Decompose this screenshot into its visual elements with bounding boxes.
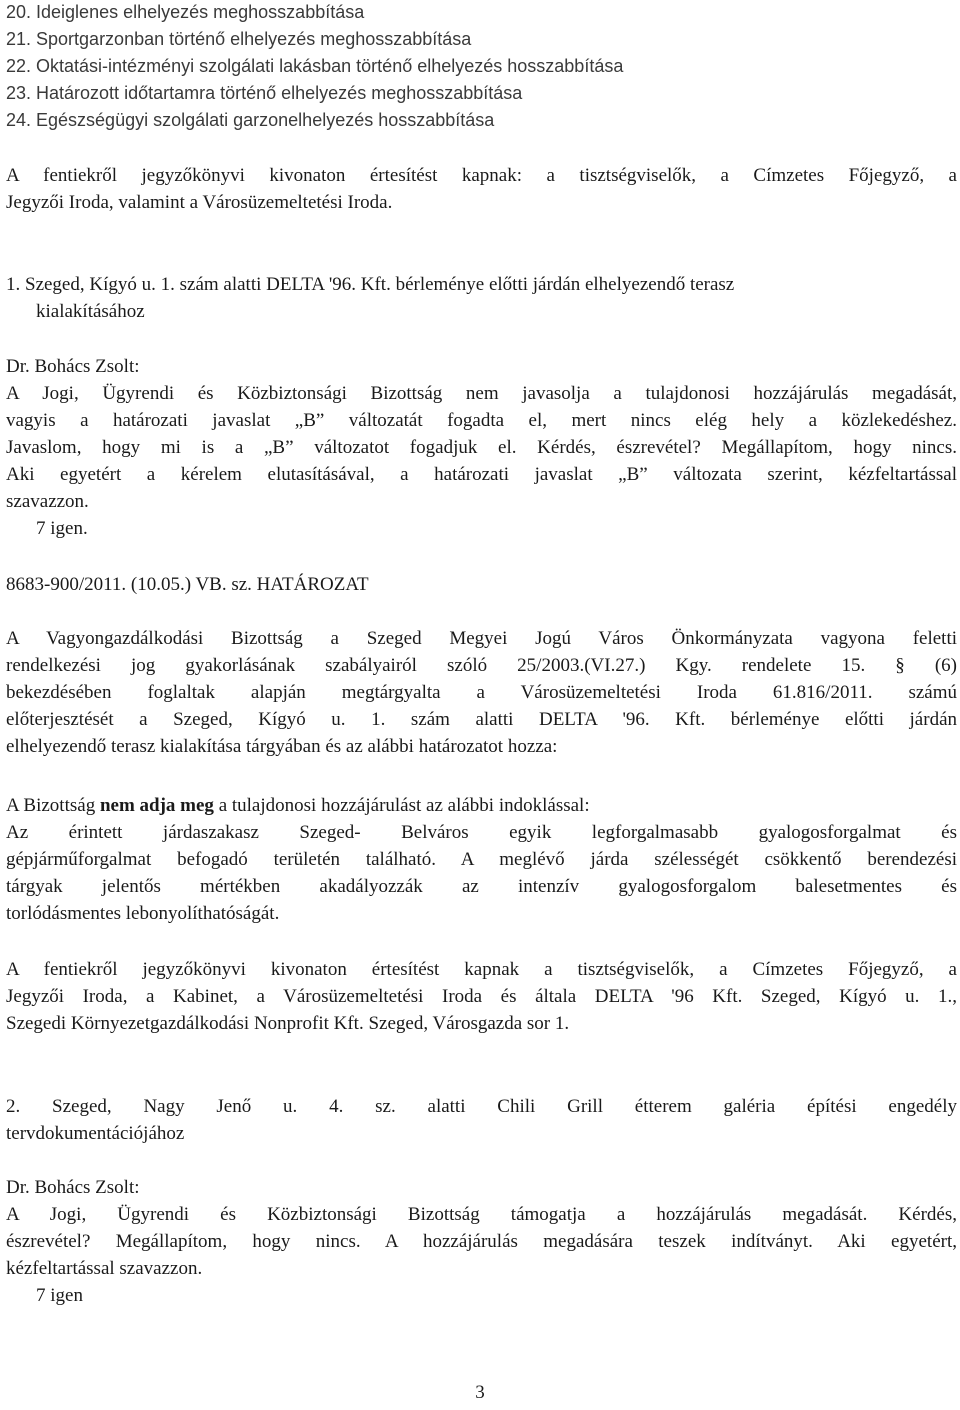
text-line: gépjárműforgalmat befogadó területén található. A meglévő járda szélességét csökkentő berendezési xyxy=(6,849,957,870)
text-line: észrevétel? Megállapítom, hogy nincs. A hozzájárulás megadására teszek indítványt. Aki egyetért, xyxy=(6,1231,957,1252)
text-line: A fentiekről jegyzőkönyvi kivonaton értesítést kapnak: a tisztségviselők, a Címzetes Főjegyző, a xyxy=(6,165,957,186)
list-item: 20. Ideiglenes elhelyezés meghosszabbítása xyxy=(6,2,365,22)
list-item: 24. Egészségügyi szolgálati garzonelhelyezés hosszabbítása xyxy=(6,110,495,130)
text-line: A Jogi, Ügyrendi és Közbiztonsági Bizottság támogatja a hozzájárulás megadását. Kérdés, xyxy=(6,1204,957,1225)
speaker-name: Dr. Bohács Zsolt: xyxy=(6,1177,140,1198)
text-line: tárgyak jelentős mértékben akadályozzák az intenzív gyalogosforgalom balesetmentes és xyxy=(6,876,957,897)
text-line: kézfeltartással szavazzon. xyxy=(6,1258,203,1279)
heading-line: 2. Szeged, Nagy Jenő u. 4. sz. alatti Chili Grill étterem galéria építési engedély xyxy=(6,1096,957,1117)
text-line: vagyis a határozati javaslat „B” változatát fogadta el, mert nincs elég hely a közlekedéshez. xyxy=(6,410,957,431)
text-line: Javaslom, hogy mi is a „B” változatot fogadjuk el. Kérdés, észrevétel? Megállapítom, hogy nincs. xyxy=(6,437,957,458)
notice-paragraph xyxy=(6,162,957,216)
item-heading xyxy=(6,271,957,325)
text-line: Jegyzői Iroda, a Kabinet, a Városüzemeltetési Iroda és általa DELTA '96 Kft. Szeged, Kígyó u. 1., xyxy=(6,986,957,1007)
text-line: A fentiekről jegyzőkönyvi kivonaton értesítést kapnak a tisztségviselők, a Címzetes Főjegyző, a xyxy=(6,959,957,980)
notify-paragraph xyxy=(6,956,957,1037)
top-list xyxy=(6,0,957,134)
speaker-block xyxy=(6,353,957,542)
list-item: 22. Oktatási-intézményi szolgálati lakásban történő elhelyezés hosszabbítása xyxy=(6,56,624,76)
heading-line: 1. Szeged, Kígyó u. 1. szám alatti DELTA '96. Kft. bérleménye előtti járdán elhelyezendő terasz xyxy=(6,274,735,295)
heading-line: tervdokumentációjához xyxy=(6,1123,185,1144)
text-line: Szegedi Környezetgazdálkodási Nonprofit Kft. Szeged, Városgazda sor 1. xyxy=(6,1013,570,1034)
text-line: A Vagyongazdálkodási Bizottság a Szeged Megyei Jogú Város Önkormányzata vagyona feletti xyxy=(6,628,957,649)
decision-paragraph xyxy=(6,792,957,927)
text-line: rendelkezési jog gyakorlásának szabályairól szóló 25/2003.(VI.27.) Kgy. rendelete 15. § (6) xyxy=(6,655,957,676)
list-item: 21. Sportgarzonban történő elhelyezés meghosszabbítása xyxy=(6,29,472,49)
text-line: Jegyzői Iroda, valamint a Városüzemeltetési Iroda. xyxy=(6,192,393,213)
text-line: szavazzon. xyxy=(6,491,89,512)
heading-line: kialakításához xyxy=(36,301,145,322)
list-item: 23. Határozott időtartamra történő elhelyezés meghosszabbítása xyxy=(6,83,523,103)
vote-result: 7 igen. xyxy=(36,518,88,539)
text-line: előterjesztését a Szeged, Kígyó u. 1. szám alatti DELTA '96. Kft. bérleménye előtti járdán xyxy=(6,709,957,730)
vote-result: 7 igen xyxy=(36,1285,83,1306)
text-line: Aki egyetért a kérelem elutasításával, a határozati javaslat „B” változata szerint, kézfeltartással xyxy=(6,464,957,485)
resolution-paragraph xyxy=(6,625,957,760)
text-line: Az érintett járdaszakasz Szeged- Belváros egyik legforgalmasabb gyalogosforgalmat és xyxy=(6,822,957,843)
decision-emphasis: nem adja meg xyxy=(99,795,214,816)
resolution-reference: 8683-900/2011. (10.05.) VB. sz. HATÁROZAT xyxy=(6,574,369,595)
text-line: torlódásmentes lebonyolíthatóságát. xyxy=(6,903,280,924)
text-line: elhelyezendő terasz kialakítása tárgyában és az alábbi határozatot hozza: xyxy=(6,736,558,757)
page-number: 3 xyxy=(475,1382,485,1403)
speaker-name: Dr. Bohács Zsolt: xyxy=(6,356,140,377)
text-line: A Jogi, Ügyrendi és Közbiztonsági Bizottság nem javasolja a tulajdonosi hozzájárulás megadását, xyxy=(6,383,957,404)
item-heading xyxy=(6,1093,957,1147)
decision-line: A Bizottság nem adja meg a tulajdonosi hozzájárulást az alábbi indoklással: xyxy=(6,795,590,816)
speaker-block xyxy=(6,1174,957,1309)
text-line: bekezdésében foglaltak alapján megtárgyalta a Városüzemeltetési Iroda 61.816/2011. számú xyxy=(6,682,957,703)
